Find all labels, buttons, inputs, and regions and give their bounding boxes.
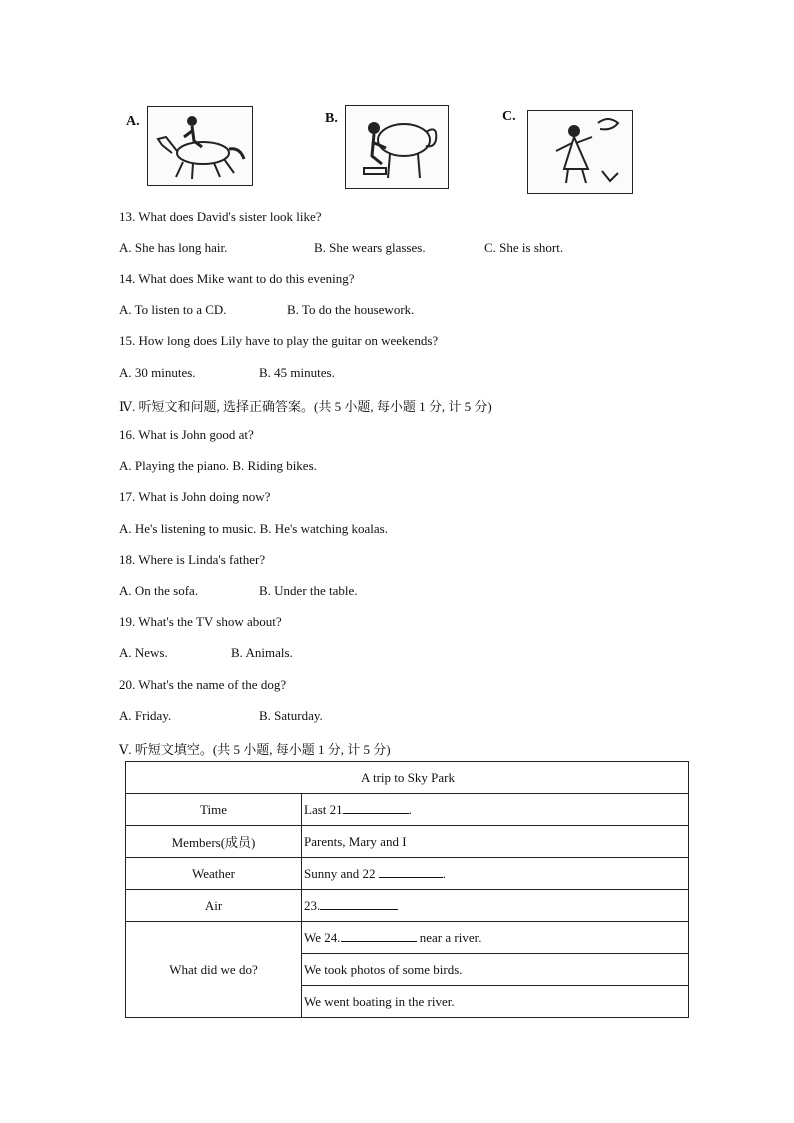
horse-rider-icon: [148, 107, 252, 185]
q15-option-a[interactable]: A. 30 minutes.: [119, 365, 196, 380]
blank-21[interactable]: [343, 801, 409, 814]
air-prefix: 23.: [304, 898, 321, 913]
q13-option-a[interactable]: A. She has long hair.: [119, 240, 228, 255]
q16-options[interactable]: A. Playing the piano. B. Riding bikes.: [119, 458, 317, 473]
row-value-air: [302, 890, 689, 922]
row-value-time: Last 21 .: [302, 794, 689, 826]
q20-option-b[interactable]: B. Saturday.: [259, 708, 323, 723]
row-value-weather: Sunny and 22 .: [302, 858, 689, 890]
blank-23[interactable]: [320, 897, 398, 910]
activity-1-prefix: We 24.: [304, 930, 341, 945]
q14-option-b[interactable]: B. To do the housework.: [287, 302, 415, 317]
table-title: A trip to Sky Park: [126, 762, 689, 794]
question-14: 14. What does Mike want to do this evening?: [119, 271, 355, 286]
picture-b-milking-cow: [345, 105, 449, 189]
row-value-activity-3: We went boating in the river.: [302, 986, 689, 1018]
table-row: [126, 794, 689, 826]
row-label-air: Air: [126, 890, 302, 922]
activity-1-suffix: near a river.: [419, 930, 482, 945]
q13-option-b[interactable]: B. She wears glasses.: [314, 240, 426, 255]
question-17: 17. What is John doing now?: [119, 489, 271, 504]
q19-option-b[interactable]: B. Animals.: [231, 645, 293, 660]
picture-a-label: A.: [126, 114, 140, 129]
q18-option-a[interactable]: A. On the sofa.: [119, 583, 199, 598]
question-18: 18. Where is Linda's father?: [119, 552, 266, 567]
row-value-activity-2: We took photos of some birds.: [302, 954, 689, 986]
table-row: [126, 858, 689, 890]
milking-cow-icon: [346, 106, 448, 188]
question-15: 15. How long does Lily have to play the guitar on weekends?: [119, 333, 439, 348]
q20-option-a[interactable]: A. Friday.: [119, 708, 172, 723]
section-v-heading: Ⅴ. 听短文填空。(共 5 小题, 每小题 1 分, 计 5 分): [119, 742, 391, 757]
picture-a-horse-rider: [147, 106, 253, 186]
row-label-members: Members(成员): [126, 826, 302, 858]
q19-option-a[interactable]: A. News.: [119, 645, 168, 660]
row-label-time: Time: [126, 794, 302, 826]
table-row: [126, 922, 689, 954]
question-20: 20. What's the name of the dog?: [119, 677, 287, 692]
question-13: 13. What does David's sister look like?: [119, 209, 322, 224]
girl-dancing-icon: [528, 111, 632, 193]
q15-option-b[interactable]: B. 45 minutes.: [259, 365, 335, 380]
blank-24[interactable]: [341, 929, 417, 942]
question-16: 16. What is John good at?: [119, 427, 254, 442]
table-row: [126, 826, 689, 858]
row-value-members: Parents, Mary and I: [302, 826, 689, 858]
weather-prefix: Sunny and 22: [304, 866, 376, 881]
question-19: 19. What's the TV show about?: [119, 614, 282, 629]
table-row: [126, 890, 689, 922]
trip-table: [125, 761, 689, 1018]
picture-c-girl-dancing: [527, 110, 633, 194]
picture-c-label: C.: [502, 109, 516, 124]
row-value-activity-1: [302, 922, 689, 954]
blank-22[interactable]: [379, 865, 443, 878]
row-label-activities: What did we do?: [126, 922, 302, 1018]
q13-option-c[interactable]: C. She is short.: [484, 240, 564, 255]
time-prefix: Last 21: [304, 802, 343, 817]
row-label-weather: Weather: [126, 858, 302, 890]
picture-b-label: B.: [325, 111, 338, 126]
section-iv-heading: Ⅳ. 听短文和问题, 选择正确答案。(共 5 小题, 每小题 1 分, 计 5 分): [119, 399, 492, 414]
q18-option-b[interactable]: B. Under the table.: [259, 583, 358, 598]
q14-option-a[interactable]: A. To listen to a CD.: [119, 302, 227, 317]
q17-options[interactable]: A. He's listening to music. B. He's watching koalas.: [119, 521, 388, 536]
